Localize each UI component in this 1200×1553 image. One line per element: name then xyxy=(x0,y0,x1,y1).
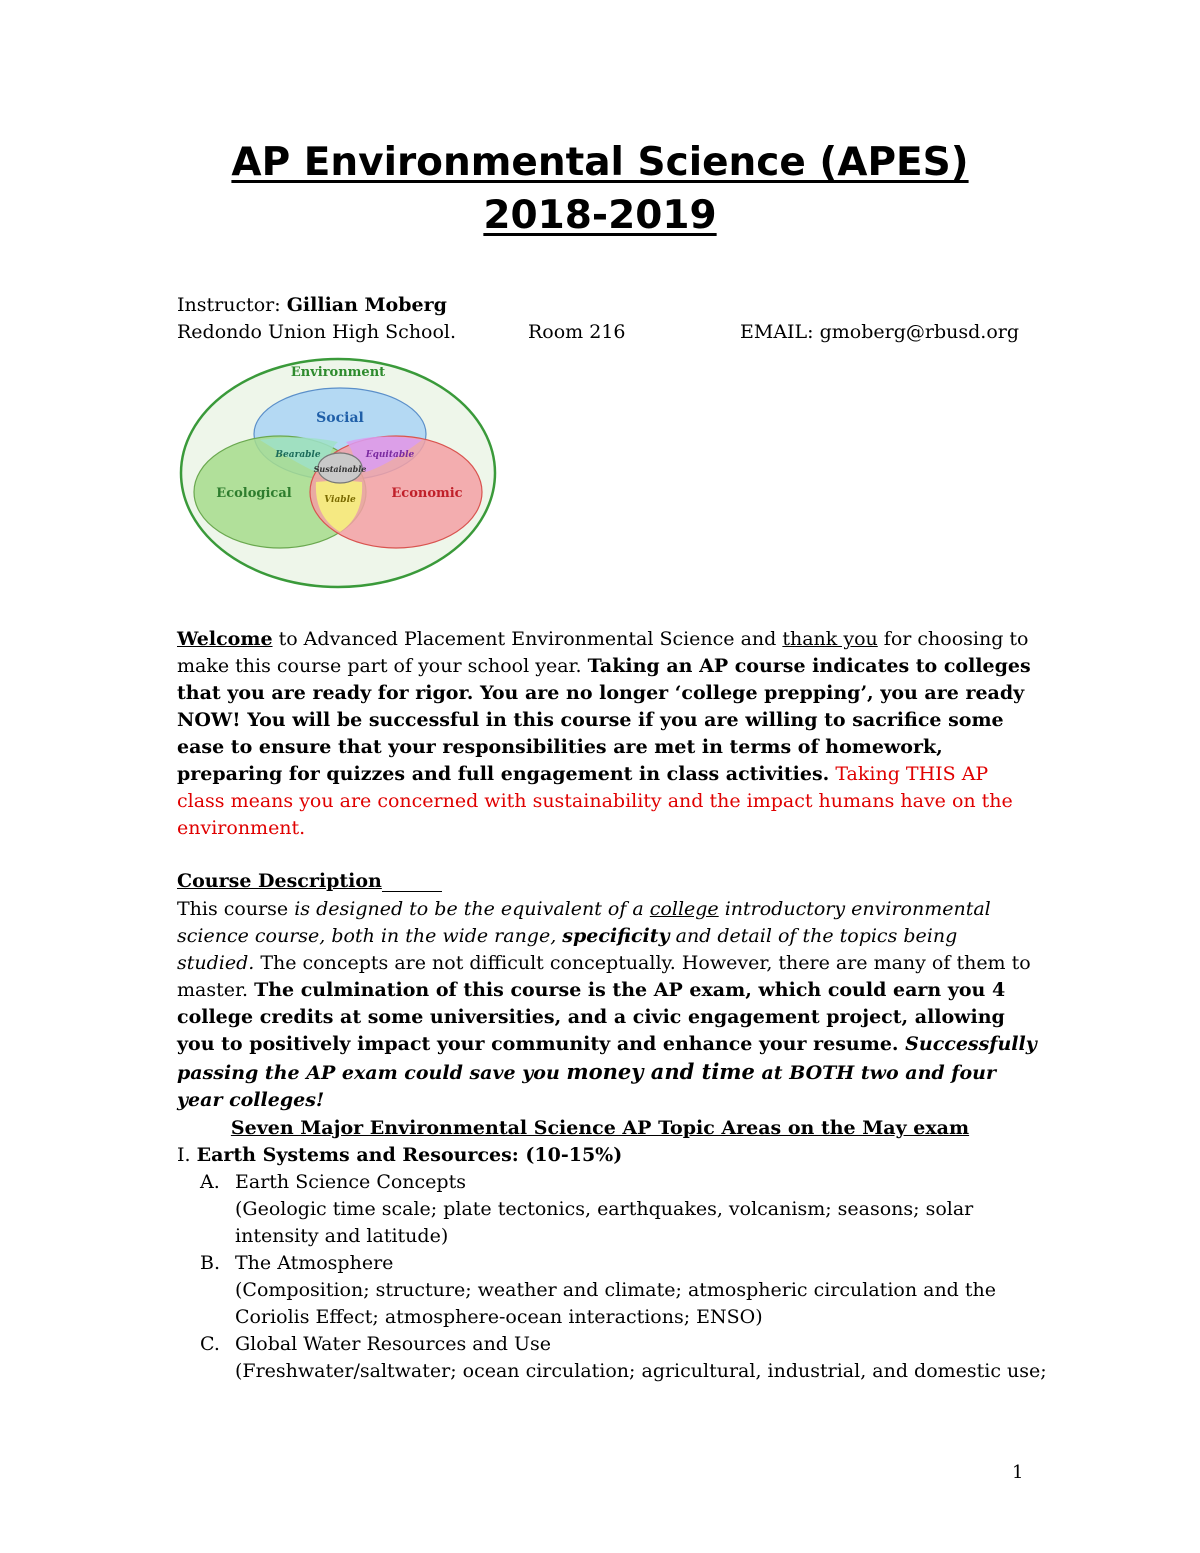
school-name: Redondo Union High School. xyxy=(177,321,457,343)
topic-item-a-detail-1: (Geologic time scale; plate tectonics, earthquakes, volcanism; seasons; solar xyxy=(235,1198,974,1220)
topic-item-b-letter: B. xyxy=(200,1252,221,1274)
instructor-name: Gillian Moberg xyxy=(286,294,447,316)
topic-item-a-letter: A. xyxy=(200,1171,220,1193)
page-subtitle-year: 2018-2019 xyxy=(483,193,717,238)
welcome-text-1: to Advanced Placement Environmental Science and xyxy=(272,628,783,650)
topic-item-c-title: Global Water Resources and Use xyxy=(235,1333,552,1355)
topic-section-i xyxy=(177,1144,622,1166)
cd-italic-1: is designed to be the equivalent of a xyxy=(294,898,650,920)
sustainable-label: Sustainable xyxy=(313,464,367,474)
cd-college: college xyxy=(649,898,719,920)
topic-item-a-detail-2: intensity and latitude) xyxy=(235,1225,449,1247)
room-number: Room 216 xyxy=(528,321,626,343)
bearable-label: Bearable xyxy=(275,450,321,460)
sustainability-venn-diagram xyxy=(178,356,502,592)
topic-item-c-detail-1: (Freshwater/saltwater; ocean circulation; agricultural, industrial, and domestic use; xyxy=(235,1360,1047,1382)
cd-text-2: The concepts are not difficult conceptually. However, there are many of them to master. xyxy=(177,952,1031,1001)
email: EMAIL: gmoberg@rbusd.org xyxy=(740,321,1019,343)
welcome-word: Welcome xyxy=(177,628,273,650)
course-description-heading-text: Course Description xyxy=(177,870,382,892)
course-description-paragraph xyxy=(177,896,1037,1114)
social-label: Social xyxy=(316,410,364,426)
equitable-label: Equitable xyxy=(365,450,415,460)
environment-label: Environment xyxy=(290,365,386,380)
page-title: AP Environmental Science (APES) xyxy=(231,140,969,185)
cd-bold-text: The culmination of this course is the AP exam, which could earn you 4 college credits at some universities, and a civic engagement project, allowing you to positively impact your community and enhance your resume. xyxy=(177,979,1006,1055)
cd-specificity: specificity xyxy=(562,925,670,947)
cd-bold-italic-1: Successfully passing the AP exam could save you xyxy=(177,1033,1037,1084)
welcome-bold-text: Taking an AP course indicates to colleges that you are ready for rigor. You are no longer ‘college prepping’, you are ready NOW! You will be successful in this course if you are willing to sacrifice some ease to ensure that your responsibilities are met in terms of homework, preparing for quizzes and full engagement in class activities. xyxy=(177,655,1031,785)
topic-item-b-title: The Atmosphere xyxy=(235,1252,394,1274)
topics-heading: Seven Major Environmental Science AP Topic Areas on the May exam xyxy=(230,1117,970,1139)
cd-italic-3: and detail of the topics being studied. xyxy=(177,925,958,974)
topic-item-b-detail-1: (Composition; structure; weather and climate; atmospheric circulation and the xyxy=(235,1279,996,1301)
economic-label: Economic xyxy=(391,486,463,501)
welcome-text-2: for choosing to make this course part of your school year. xyxy=(177,628,1029,677)
instructor-line xyxy=(177,294,447,316)
instructor-label: Instructor: xyxy=(177,294,287,316)
page-number: 1 xyxy=(1012,1462,1024,1483)
section-title: Earth Systems and Resources: (10-15%) xyxy=(196,1144,623,1166)
welcome-paragraph xyxy=(177,626,1037,842)
cd-italic-2: introductory environmental science course, both in the wide range, xyxy=(177,898,991,947)
course-description-heading xyxy=(177,870,442,892)
heading-underline-rule xyxy=(382,873,442,892)
welcome-red-text: Taking THIS AP class means you are concerned with sustainability and the impact humans have on the environment. xyxy=(177,763,1013,839)
viable-label: Viable xyxy=(324,495,356,505)
cd-money-time: money and time xyxy=(566,1059,755,1084)
cd-text-1: This course xyxy=(177,898,295,920)
topic-item-b-detail-2: Coriolis Effect; atmosphere-ocean interactions; ENSO) xyxy=(235,1306,763,1328)
section-numeral: I. xyxy=(177,1144,197,1166)
topic-item-c-letter: C. xyxy=(200,1333,220,1355)
thank-you: thank you xyxy=(782,628,878,650)
topic-item-a-title: Earth Science Concepts xyxy=(235,1171,466,1193)
ecological-label: Ecological xyxy=(216,486,292,501)
cd-bold-italic-2: at BOTH two and four year colleges! xyxy=(177,1062,996,1111)
